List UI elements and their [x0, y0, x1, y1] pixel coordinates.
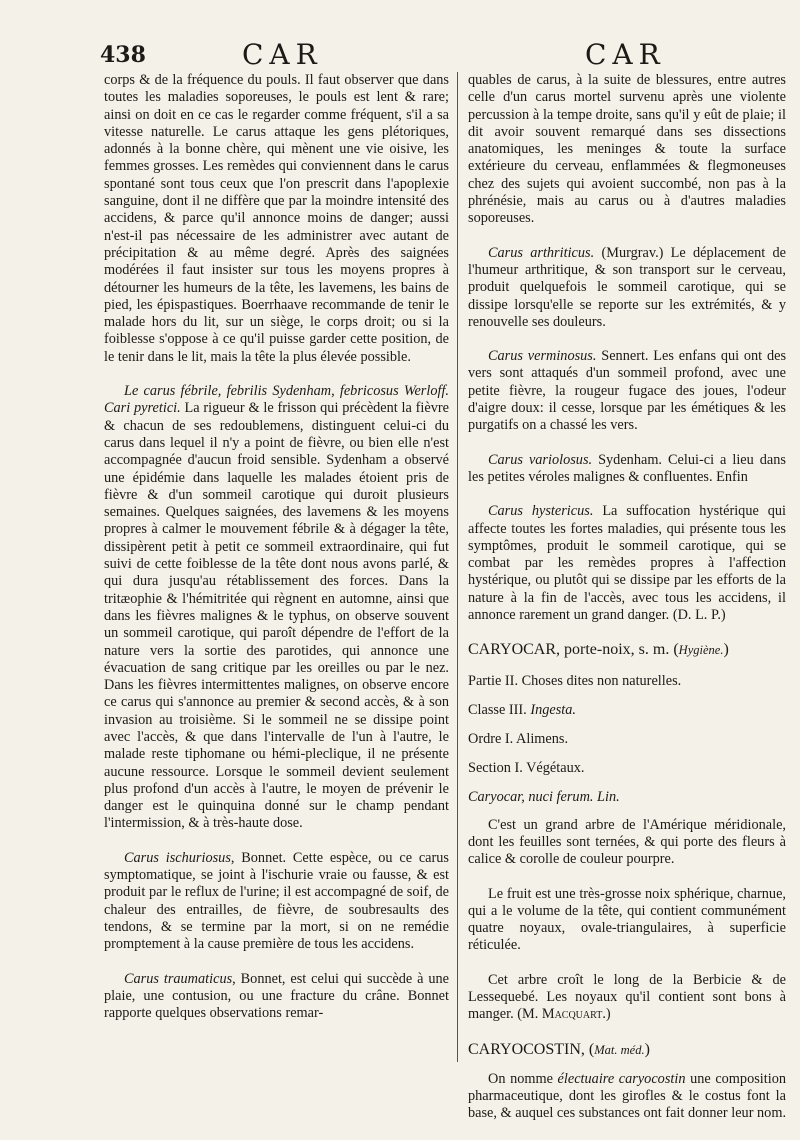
caryocar-description-3-text: Cet arbre croît le long de la Berbicie & de Lessequebé. Les noyaux qu'il contient sont bons à manger. (M. [468, 971, 786, 1023]
carus-arthriticus-text: (Murgrav.) Le déplacement de l'humeur arthritique, & son transport sur le cerveau, produit quelquefois le sommeil carotique, qui se dissipe lorsqu'elle se reporte sur les extrémités, & y renouvelle ses douleurs. [468, 244, 787, 330]
caryocar-heading-domain: Hygiène. [678, 643, 724, 658]
caryocostin-heading-text: CARYOCOSTIN, ( [468, 1040, 595, 1058]
caryocar-description-2: Le fruit est une très-grosse noix sphérique, charnue, qui a le volume de la tête, qui contient communément quatre noyaux, ovale-triangulaires, à superficie réticulée. [468, 885, 786, 954]
carus-verminosus-term: Carus verminosus. [488, 348, 597, 365]
carus-febrile-text: La rigueur & le frisson qui précèdent la fièvre & chacun de ses redoublemens, distinguent celui-ci du carus dans lequel il n'y a point de fièvre, ou bien elle n'est accompagnée d'aucun froid sensible. Sydenham a observé une épidémie dans laquelle les malades étoient pris de fièvre & d'un sommeil carotique qui duroit plusieurs semaines. Quelques saignées, des lavemens & les moyens propres à calmer le mouvement fébrile & à dégager la tête, dissipèrent petit à petit ce sommeil extraordinaire, qui fut suivi de cette foiblesse de la tête dont nous avons parlé, & qui dura jusqu'au rétablissement des forces. Dans la tritæophie & l'hémitritée qui règnent en automne, ainsi que dans les fièvres malignes & le typhus, on observe souvent un sommeil carotique, qui paroît dépendre de l'effort de la nature vers la sortie des parotides, qui annonce une évacuation de sang critique par les oreilles ou par le nez. Dans les fièvres intermittentes malignes, on observe encore ce carus qui s'annonce au premier & second accès, & à son invasion au troisième. Si le sommeil ne se dissipe point avec l'accès, & que dans l'intervalle de l'un à l'autre, le malade reste tiphomane ou hémi-pleclique, il ne présente aucune ressource. Lorsque le sommeil devient seulement plus profond d'un accès à l'autre, le moyen de prévenir le danger est le quinquina donné sur le champ pendant l'intermission, & à très-haute dose. [104, 400, 449, 832]
carus-arthriticus-term: Carus arthriticus. [488, 244, 595, 261]
caryocar-heading-text: CARYOCAR, porte-noix, s. m. ( [468, 641, 679, 659]
caryocar-description-1: C'est un grand arbre de l'Amérique méridionale, dont les feuilles sont ternées, & qui porte des fleurs à calice & corolle de couleur pourpre. [468, 816, 786, 868]
left-paragraph-2 [104, 383, 449, 833]
carus-ischuriosus-text: , Bonnet. Cette espèce, ou ce carus symptomatique, se joint à l'ischurie vraie ou fausse, & est produit par le reflux de l'urine; il est accompagné de soif, de chaleur des entrailles, de fièvre, de soubresaults des tendons, & se termine par la mort, si on ne remédie promptement à la cause première de tous les accidens. [104, 849, 449, 953]
running-header [0, 36, 800, 70]
right-paragraph-2 [468, 245, 786, 331]
caryocar-section-line: Section I. Végétaux. [468, 759, 585, 776]
caryocostin-term: électuaire caryocostin [557, 1070, 686, 1087]
carus-variolosus-term: Carus variolosus. [488, 451, 593, 468]
carus-hystericus-text: La suffocation hystérique qui affecte toutes les fortes maladies, qui présente tous les symptômes, produit le sommeil carotique, qui se combat par les remèdes propres à l'affection hystérique, ou plutôt qui se dissipe par les efforts de la nature à la fin de l'accès, avec tous les accidens, il annonce rarement un grand danger. (D. L. P.) [468, 503, 786, 624]
caryocostin-heading-close: ) [644, 1040, 650, 1058]
caryocar-partie-line: Partie II. Choses dites non naturelles. [468, 672, 682, 689]
carus-traumaticus-text: , Bonnet, est celui qui succède à une plaie, une contusion, ou une fracture du crâne. Bonnet rapporte quelques observations remar- [104, 970, 450, 1022]
caryocostin-text-a: On nomme [488, 1070, 558, 1087]
right-paragraph-4 [468, 452, 786, 487]
page-number: 438 [100, 42, 146, 68]
caryocar-description-3 [468, 972, 786, 1024]
carus-hystericus-term: Carus hystericus. [488, 503, 594, 520]
caryocostin-description [468, 1071, 786, 1123]
left-column [104, 72, 449, 1039]
caryocostin-text-b: une composition pharmaceutique, dont les girofles & le costus font la base, & auquel ces substances ont fait donner leur nom. [468, 1070, 787, 1122]
right-paragraph-1: quables de carus, à la suite de blessures, entre autres celle d'un carus mortel survenu après une violente percussion à la tempe droite, sans qu'il y eût de plaie; il dit avoir souvent remarqué dans ses dissections anatomiques, les meninges & toute la surface extérieure du cerveau, enflammées & flegmoneuses chez des sujets qui avoient succombé, non pas à la phrénésie, mais au carus ou à d'autres maladies soporeuses. [468, 72, 786, 227]
caryocar-classe-term: Ingesta. [530, 701, 577, 718]
caryocostin-entry-heading [468, 1041, 786, 1059]
right-column [468, 72, 786, 1140]
carus-traumaticus-term: Carus traumaticus [124, 970, 233, 987]
caryocar-entry-heading [468, 641, 786, 659]
carus-febrile-term: Le carus fébrile, febrilis Sydenham, febricosus Werloff. Cari pyretici. [104, 383, 449, 417]
caryocar-ordre-line: Ordre I. Alimens. [468, 730, 569, 747]
left-paragraph-1: corps & de la fréquence du pouls. Il faut observer que dans toutes les maladies soporeuses, le pouls est lent & rare; ainsi on doit en ce cas le regarder comme fréquent, s'il a sa vitesse naturelle. Le carus attaque les gens plétoriques, adonnés à la bonne chère, qui mènent une vie oisive, les femmes grosses. Les remèdes qui conviennent dans le carus spontané sont tous ceux que l'on prescrit dans l'apoplexie sanguine, dont il ne diffère que par la moindre intensité des accidens, & parce qu'il annonce moins de danger; aussi n'est-il pas nécessaire de les administrer avec autant de précipitation & au même degré. Après des saignées modérées il faut insister sur tous les moyens propres à détourner les humeurs de la tête, les lavemens, les bains de pied, les épispastiques. Boerrhaave recommande de tenir le malade hors du lit, sur un siège, le corps droit; ou si la foiblesse s'oppose à ce qu'il puisse garder cette position, de le tenir dans le lit, mais la tête la plus élevée possible. [104, 72, 449, 365]
left-paragraph-4 [104, 971, 449, 1023]
caryocostin-heading-domain: Mat. méd. [594, 1042, 645, 1057]
right-paragraph-3 [468, 348, 786, 434]
caryocar-author: Macquart [541, 1006, 603, 1023]
column-divider [457, 72, 458, 1062]
caryocar-heading-close: ) [723, 641, 729, 659]
carus-variolosus-text: Sydenham. Celui-ci a lieu dans les petites véroles malignes & confluentes. Enfin [468, 451, 786, 485]
running-head-left: CAR [242, 38, 323, 71]
caryocar-classe-label: Classe III. [468, 701, 531, 718]
left-paragraph-3 [104, 850, 449, 954]
running-head-right: CAR [585, 38, 666, 71]
right-paragraph-5 [468, 503, 786, 624]
caryocar-linnaeus-line: Caryocar, nuci ferum. Lin. [468, 788, 620, 805]
caryocar-classe-line [468, 701, 786, 719]
carus-ischuriosus-term: Carus ischuriosus [124, 849, 231, 866]
caryocar-description-3-end: .) [602, 1006, 611, 1023]
carus-verminosus-text: Sennert. Les enfans qui ont des vers sont attaqués d'un sommeil profond, avec une petite fièvre, la rougeur fugace des joues, l'odeur d'aigre doux: il cesse, lorsque par les émétiques & les purgatifs on a chassé les vers. [468, 348, 787, 434]
